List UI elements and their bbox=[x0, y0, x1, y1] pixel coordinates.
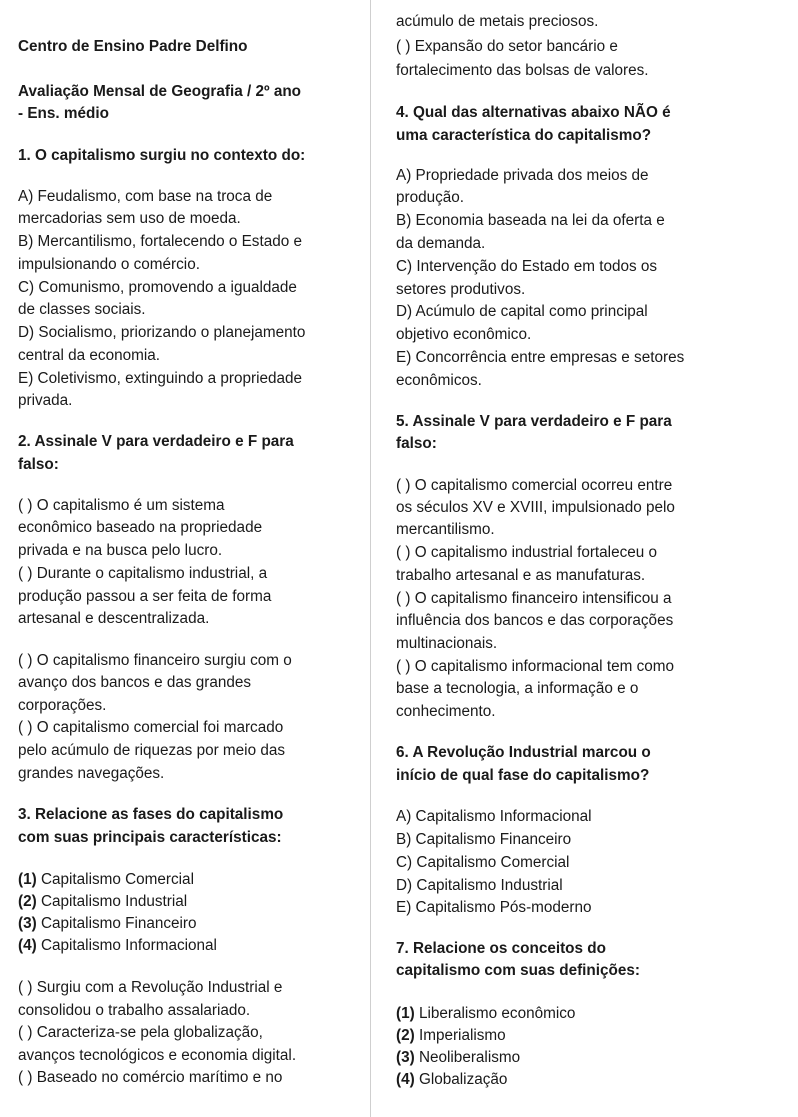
column-divider bbox=[370, 0, 371, 1117]
q4-option-b: B) Economia baseada na lei da oferta e bbox=[396, 212, 665, 229]
q1-option-a-cont: mercadorias sem uso de moeda. bbox=[18, 210, 241, 227]
q6-option-e: E) Capitalismo Pós-moderno bbox=[396, 899, 592, 916]
q3-item-1-cont: consolidou o trabalho assalariado. bbox=[18, 1002, 251, 1019]
question-4-text-cont: uma característica do capitalismo? bbox=[396, 127, 652, 144]
q3-phase-2-number: (2) bbox=[18, 893, 37, 910]
q7-concept-2 bbox=[396, 1026, 506, 1047]
q3-item-1: ( ) Surgiu com a Revolução Industrial e bbox=[18, 979, 283, 996]
q6-option-c: C) Capitalismo Comercial bbox=[396, 854, 570, 871]
q2-statement-3: ( ) O capitalismo financeiro surgiu com o bbox=[18, 652, 292, 669]
q1-option-e: E) Coletivismo, extinguindo a propriedade bbox=[18, 370, 303, 387]
q6-option-a: A) Capitalismo Informacional bbox=[396, 808, 592, 825]
q4-option-d-cont: objetivo econômico. bbox=[396, 326, 532, 343]
question-5-text: 5. Assinale V para verdadeiro e F para bbox=[396, 413, 672, 430]
q5-statement-2-cont: trabalho artesanal e as manufaturas. bbox=[396, 567, 646, 584]
q3-phase-1-number: (1) bbox=[18, 871, 37, 888]
question-3-text: 3. Relacione as fases do capitalismo bbox=[18, 806, 284, 823]
exam-title: Avaliação Mensal de Geografia / 2º ano bbox=[18, 83, 302, 100]
q1-option-b: B) Mercantilismo, fortalecendo o Estado e bbox=[18, 233, 302, 250]
q7-concept-2-number: (2) bbox=[396, 1027, 415, 1044]
q6-option-b: B) Capitalismo Financeiro bbox=[396, 831, 572, 848]
q3-item-3: ( ) Baseado no comércio marítimo e no bbox=[18, 1069, 283, 1086]
q7-concept-1-label: Liberalismo econômico bbox=[418, 1005, 576, 1022]
q2-statement-2: ( ) Durante o capitalismo industrial, a bbox=[18, 565, 268, 582]
q3-phase-3 bbox=[18, 914, 197, 935]
q4-option-e-cont: econômicos. bbox=[396, 372, 482, 389]
school-name: Centro de Ensino Padre Delfino bbox=[18, 38, 248, 55]
q3-item-4: ( ) Expansão do setor bancário e bbox=[396, 38, 618, 55]
q7-concept-3 bbox=[396, 1048, 520, 1069]
q5-statement-1-cont: os séculos XV e XVIII, impulsionado pelo bbox=[396, 499, 675, 516]
q5-statement-4-cont: conhecimento. bbox=[396, 703, 496, 720]
q1-option-b-cont: impulsionando o comércio. bbox=[18, 256, 200, 273]
q3-phase-1-label: Capitalismo Comercial bbox=[40, 871, 194, 888]
q2-statement-2-cont: produção passou a ser feita de forma bbox=[18, 588, 272, 605]
q1-option-c-cont: de classes sociais. bbox=[18, 301, 146, 318]
question-6-text: 6. A Revolução Industrial marcou o bbox=[396, 744, 651, 761]
question-5-text-cont: falso: bbox=[396, 435, 437, 452]
q5-statement-4: ( ) O capitalismo informacional tem como bbox=[396, 658, 674, 675]
q3-item-2-cont: avanços tecnológicos e economia digital. bbox=[18, 1047, 297, 1064]
q2-statement-4-cont: pelo acúmulo de riquezas por meio das bbox=[18, 742, 286, 759]
q2-statement-3-cont: corporações. bbox=[18, 697, 107, 714]
question-1-text: 1. O capitalismo surgiu no contexto do: bbox=[18, 147, 306, 164]
q1-option-c: C) Comunismo, promovendo a igualdade bbox=[18, 279, 297, 296]
q4-option-c: C) Intervenção do Estado em todos os bbox=[396, 258, 658, 275]
q7-concept-3-number: (3) bbox=[396, 1049, 415, 1066]
q3-item-3-cont: acúmulo de metais preciosos. bbox=[396, 13, 599, 30]
question-4-text: 4. Qual das alternativas abaixo NÃO é bbox=[396, 104, 671, 121]
question-7-text-cont: capitalismo com suas definições: bbox=[396, 962, 640, 979]
q7-concept-1 bbox=[396, 1004, 575, 1025]
q6-option-d: D) Capitalismo Industrial bbox=[396, 877, 563, 894]
q3-phase-4-label: Capitalismo Informacional bbox=[40, 937, 217, 954]
q5-statement-3: ( ) O capitalismo financeiro intensificou a bbox=[396, 590, 672, 607]
q5-statement-1: ( ) O capitalismo comercial ocorreu entre bbox=[396, 477, 673, 494]
q2-statement-4: ( ) O capitalismo comercial foi marcado bbox=[18, 719, 284, 736]
question-6-text-cont: início de qual fase do capitalismo? bbox=[396, 767, 650, 784]
q3-phase-2-label: Capitalismo Industrial bbox=[40, 893, 188, 910]
q1-option-d: D) Socialismo, priorizando o planejamento bbox=[18, 324, 306, 341]
q1-option-d-cont: central da economia. bbox=[18, 347, 161, 364]
q4-option-a-cont: produção. bbox=[396, 189, 465, 206]
question-2-text-cont: falso: bbox=[18, 456, 59, 473]
q2-statement-4-cont: grandes navegações. bbox=[18, 765, 165, 782]
q7-concept-3-label: Neoliberalismo bbox=[418, 1049, 521, 1066]
q2-statement-1: ( ) O capitalismo é um sistema bbox=[18, 497, 225, 514]
q7-concept-2-label: Imperialismo bbox=[418, 1027, 506, 1044]
question-3-text-cont: com suas principais características: bbox=[18, 829, 282, 846]
q4-option-b-cont: da demanda. bbox=[396, 235, 486, 252]
q5-statement-4-cont: base a tecnologia, a informação e o bbox=[396, 680, 639, 697]
q2-statement-1-cont: privada e na busca pelo lucro. bbox=[18, 542, 223, 559]
q4-option-d: D) Acúmulo de capital como principal bbox=[396, 303, 648, 320]
q3-item-2: ( ) Caracteriza-se pela globalização, bbox=[18, 1024, 263, 1041]
q4-option-e: E) Concorrência entre empresas e setores bbox=[396, 349, 685, 366]
question-2-text: 2. Assinale V para verdadeiro e F para bbox=[18, 433, 294, 450]
question-7-text: 7. Relacione os conceitos do bbox=[396, 940, 606, 957]
q2-statement-1-cont: econômico baseado na propriedade bbox=[18, 519, 263, 536]
q7-concept-4-number: (4) bbox=[396, 1071, 415, 1088]
q2-statement-2-cont: artesanal e descentralizada. bbox=[18, 610, 210, 627]
q7-concept-4-label: Globalização bbox=[418, 1071, 508, 1088]
q4-option-c-cont: setores produtivos. bbox=[396, 281, 526, 298]
q2-statement-3-cont: avanço dos bancos e das grandes bbox=[18, 674, 252, 691]
q3-item-4-cont: fortalecimento das bolsas de valores. bbox=[396, 62, 649, 79]
exam-title-level: - Ens. médio bbox=[18, 105, 109, 122]
q3-phase-1 bbox=[18, 870, 194, 891]
q5-statement-1-cont: mercantilismo. bbox=[396, 521, 495, 538]
q4-option-a: A) Propriedade privada dos meios de bbox=[396, 167, 649, 184]
q3-phase-4 bbox=[18, 936, 217, 957]
q5-statement-3-cont: influência dos bancos e das corporações bbox=[396, 612, 674, 629]
q3-phase-2 bbox=[18, 892, 187, 913]
q1-option-e-cont: privada. bbox=[18, 392, 73, 409]
q3-phase-4-number: (4) bbox=[18, 937, 37, 954]
q3-phase-3-number: (3) bbox=[18, 915, 37, 932]
q1-option-a: A) Feudalismo, com base na troca de bbox=[18, 188, 273, 205]
q5-statement-2: ( ) O capitalismo industrial fortaleceu o bbox=[396, 544, 658, 561]
q7-concept-1-number: (1) bbox=[396, 1005, 415, 1022]
q3-phase-3-label: Capitalismo Financeiro bbox=[40, 915, 197, 932]
q7-concept-4 bbox=[396, 1070, 507, 1091]
q5-statement-3-cont: multinacionais. bbox=[396, 635, 498, 652]
